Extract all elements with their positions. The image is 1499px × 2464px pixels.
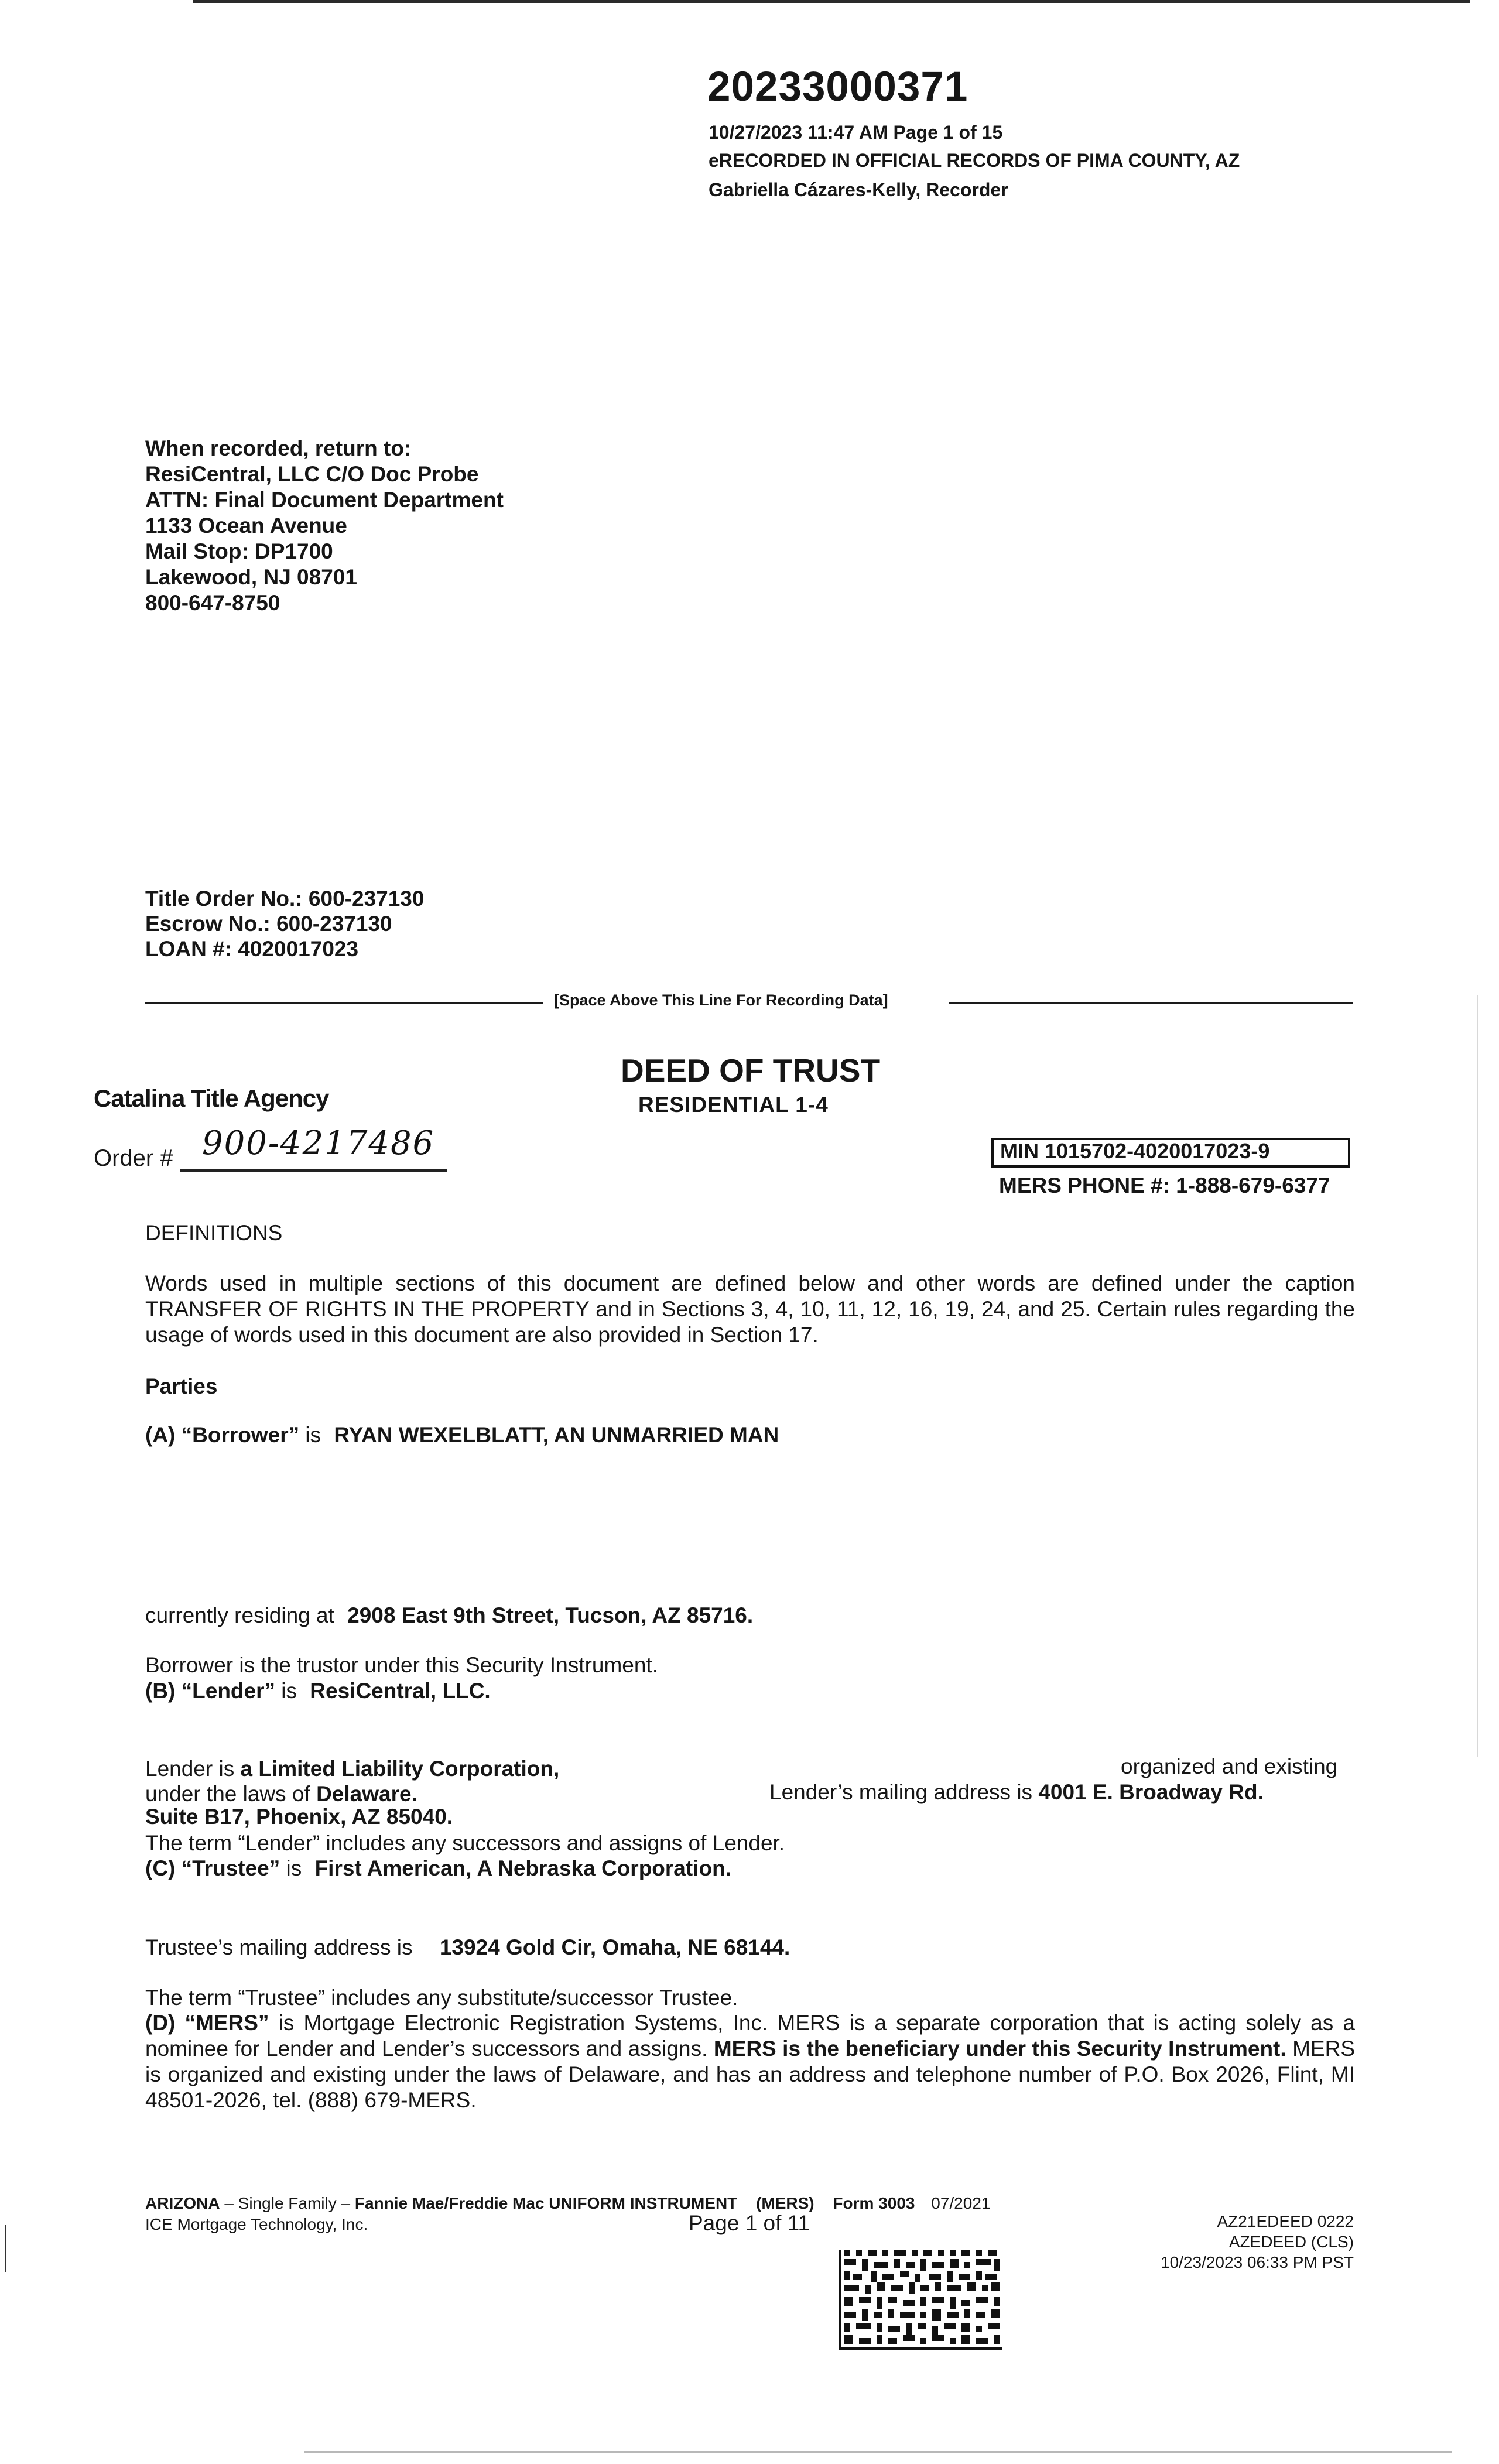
trustee-address-line: [145, 1935, 790, 1960]
lender-type-line: [145, 1757, 559, 1781]
lender-definition: [145, 1679, 491, 1703]
trustee-address: 13924 Gold Cir, Omaha, NE 68144.: [439, 1935, 790, 1959]
mers-text-1: is Mortgage Electronic Registration Systems, Inc. MERS is a separate corporation that is acting solely as a nominee for Lender and Lender’s successors and assigns.: [145, 2011, 1355, 2061]
return-to-line: ResiCentral, LLC C/O Doc Probe: [145, 462, 479, 486]
borrower-residence: [145, 1603, 753, 1628]
definitions-heading: DEFINITIONS: [145, 1221, 283, 1245]
mers-text-2: MERS is organized and existing under the laws of Delaware, and has an address and telephone number of P.O. Box 2026, Flint, MI 48501-2026, tel. (888) 679-MERS.: [145, 2037, 1355, 2112]
lender-term-statement: The term “Lender” includes any successors and assigns of Lender.: [145, 1831, 785, 1855]
lender-mailing-label: Lender’s mailing address is: [769, 1780, 1033, 1804]
return-to-line: Mail Stop: DP1700: [145, 539, 333, 563]
min-number: MIN 1015702-4020017023-9: [1000, 1139, 1270, 1163]
bottom-edge-rule: [304, 2451, 1452, 2453]
space-above-label: [Space Above This Line For Recording Data]: [554, 991, 888, 1009]
trustee-definition: [145, 1856, 731, 1881]
return-to-line: ATTN: Final Document Department: [145, 488, 504, 512]
order-label: Order #: [94, 1145, 173, 1171]
lender-type: a Limited Liability Corporation,: [240, 1757, 560, 1781]
lender-label: (B) “Lender”: [145, 1679, 275, 1703]
mers-beneficiary: MERS is the beneficiary under this Security Instrument.: [713, 2037, 1286, 2061]
under-laws-label: under the laws of: [145, 1782, 310, 1806]
borrower-is: is: [305, 1423, 321, 1447]
trustee-is: is: [286, 1856, 302, 1880]
lender-state: Delaware.: [316, 1782, 417, 1806]
footer-code-2: AZEDEED (CLS): [1228, 2233, 1354, 2251]
lender-name: ResiCentral, LLC.: [310, 1679, 491, 1703]
mers-label: (D) “MERS”: [145, 2011, 269, 2035]
borrower-definition: [145, 1423, 779, 1447]
handwritten-order-number: 900-4217486: [202, 1124, 435, 1162]
footer-state: ARIZONA: [145, 2194, 220, 2212]
footer-form-number: Form 3003: [833, 2194, 915, 2212]
trustee-label: (C) “Trustee”: [145, 1856, 280, 1880]
mers-definition: [145, 2010, 1355, 2113]
order-underline: [180, 1169, 447, 1172]
footer-form-line: [145, 2194, 990, 2213]
borrower-name: RYAN WEXELBLATT, AN UNMARRIED MAN: [334, 1423, 779, 1447]
recording-erecorded: eRECORDED IN OFFICIAL RECORDS OF PIMA COUNTY, AZ: [709, 150, 1240, 171]
residing-label: currently residing at: [145, 1603, 334, 1627]
lender-mailing-address-1: 4001 E. Broadway Rd.: [1038, 1780, 1264, 1804]
mers-phone: MERS PHONE #: 1-888-679-6377: [999, 1173, 1330, 1197]
definitions-intro: Words used in multiple sections of this document are defined below and other words are defined under the caption TRANSFER OF RIGHTS IN THE PROPERTY and in Sections 3, 4, 10, 11, 12, 16, 19, 24, and 25. Certain rules regarding the usage of words used in this document are also provided in Section 17.: [145, 1271, 1355, 1347]
borrower-label: (A) “Borrower”: [145, 1423, 300, 1447]
scan-margin-line: [1477, 995, 1478, 1757]
footer-code-3: 10/23/2023 06:33 PM PST: [1161, 2253, 1354, 2271]
return-to-line: When recorded, return to:: [145, 436, 412, 460]
document-subtitle: RESIDENTIAL 1-4: [638, 1093, 829, 1117]
title-agency-stamp: Catalina Title Agency: [94, 1084, 329, 1112]
lender-mailing-address-2: Suite B17, Phoenix, AZ 85040.: [145, 1805, 453, 1829]
title-order-number: Title Order No.: 600-237130: [145, 887, 425, 911]
document-title: DEED OF TRUST: [621, 1052, 881, 1089]
lender-is-a: Lender is: [145, 1757, 235, 1781]
lender-mailing-line: [769, 1780, 1264, 1805]
return-to-line: Lakewood, NJ 08701: [145, 565, 357, 589]
footer-code-1: AZ21EDEED 0222: [1217, 2212, 1354, 2230]
return-to-line: 800-647-8750: [145, 591, 280, 615]
lender-state-line: [145, 1782, 417, 1806]
footer-form-title: Fannie Mae/Freddie Mac UNIFORM INSTRUMENT: [354, 2194, 738, 2212]
recording-divider-left: [145, 1002, 543, 1004]
parties-heading: Parties: [145, 1374, 218, 1398]
organized-existing: organized and existing: [1121, 1754, 1338, 1778]
footer-mers-tag: (MERS): [756, 2194, 814, 2212]
recording-divider-right: [949, 1002, 1353, 1004]
footer-form-date: 07/2021: [931, 2194, 991, 2212]
lender-is: is: [281, 1679, 297, 1703]
footer-page-number: Page 1 of 11: [689, 2211, 810, 2235]
trustee-address-label: Trustee’s mailing address is: [145, 1935, 413, 1959]
residing-address: 2908 East 9th Street, Tucson, AZ 85716.: [347, 1603, 754, 1627]
escrow-number: Escrow No.: 600-237130: [145, 912, 392, 936]
trustee-name: First American, A Nebraska Corporation.: [314, 1856, 731, 1880]
scan-binding-mark: [5, 2225, 6, 2272]
top-edge-rule: [193, 0, 1470, 3]
loan-number: LOAN #: 4020017023: [145, 937, 359, 961]
datamatrix-barcode: [839, 2250, 1002, 2350]
footer-form-desc: – Single Family –: [220, 2194, 355, 2212]
recording-datetime: 10/27/2023 11:47 AM Page 1 of 15: [709, 122, 1003, 143]
return-to-line: 1133 Ocean Avenue: [145, 514, 347, 538]
footer-vendor: ICE Mortgage Technology, Inc.: [145, 2215, 368, 2233]
trustor-statement: Borrower is the trustor under this Security Instrument.: [145, 1653, 659, 1677]
recording-recorder: Gabriella Cázares-Kelly, Recorder: [709, 179, 1008, 200]
recording-number: 20233000371: [707, 64, 968, 110]
trustee-term-statement: The term “Trustee” includes any substitute/successor Trustee.: [145, 1986, 738, 2010]
